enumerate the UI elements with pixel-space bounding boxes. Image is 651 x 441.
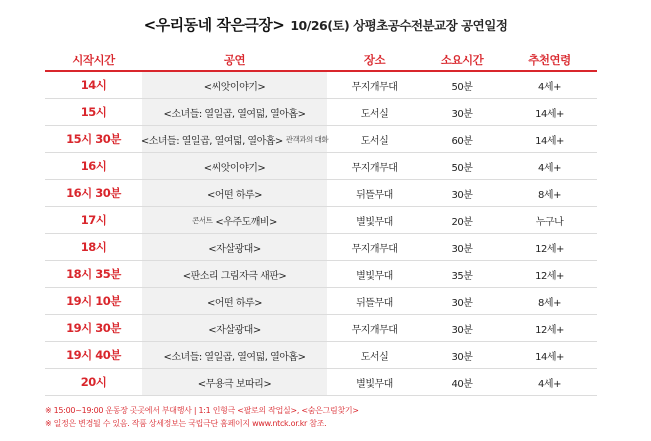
header-venue: 장소 <box>363 53 386 67</box>
venue-cell: 무지개무대 <box>351 243 398 255</box>
show-cell <box>142 234 327 260</box>
age-cell: 14세+ <box>535 108 564 120</box>
table-header <box>45 50 597 72</box>
start-time-cell: 18시 35분 <box>66 267 121 281</box>
show-title: <자살광대> <box>208 324 261 336</box>
table-row <box>45 261 597 288</box>
page-title <box>0 14 651 35</box>
show-title: <소녀들: 열일곱, 열여덟, 열아홉> <box>163 351 306 363</box>
start-time-cell: 18시 <box>80 240 107 254</box>
table-row <box>45 315 597 342</box>
title-text: <우리동네 작은극장> <box>143 16 285 34</box>
table-row <box>45 72 597 99</box>
start-time-cell: 19시 40분 <box>66 348 121 362</box>
show-cell <box>142 207 327 233</box>
venue-cell: 무지개무대 <box>351 162 398 174</box>
show-title: <소녀들: 열일곱, 열여덟, 열아홉> <box>140 135 283 147</box>
age-cell: 14세+ <box>535 351 564 363</box>
table-row <box>45 369 597 396</box>
subtitle-text: 10/26(토) 상평초공수전분교장 공연일정 <box>290 18 508 33</box>
start-time-cell: 16시 <box>80 159 107 173</box>
show-cell <box>142 342 327 368</box>
table-row <box>45 342 597 369</box>
show-cell <box>142 126 327 152</box>
show-cell <box>142 369 327 395</box>
start-time-cell: 14시 <box>80 78 107 92</box>
show-prefix: 콘서트 <box>192 215 213 225</box>
venue-cell: 뒤뜰무대 <box>356 297 393 309</box>
age-cell: 누구나 <box>535 216 564 228</box>
table-row <box>45 99 597 126</box>
header-duration: 소요시간 <box>440 53 484 67</box>
footnotes <box>45 404 359 430</box>
venue-cell: 별빛무대 <box>356 216 393 228</box>
start-time-cell: 16시 30분 <box>66 186 121 200</box>
duration-cell: 35분 <box>451 270 473 282</box>
table-row <box>45 207 597 234</box>
start-time-cell: 17시 <box>80 213 107 227</box>
show-cell <box>142 288 327 314</box>
show-title: <소녀들: 열일곱, 열여덟, 열아홉> <box>163 108 306 120</box>
age-cell: 14세+ <box>535 135 564 147</box>
footnote-disclaimer: ※ 일정은 변경될 수 있음. 작품 상세정보는 국립극단 홈페이지 www.ntck.or.kr 참조. <box>45 419 327 428</box>
header-age: 추천연령 <box>528 53 571 67</box>
duration-cell: 30분 <box>451 243 473 255</box>
duration-cell: 30분 <box>451 351 473 363</box>
age-cell: 12세+ <box>535 270 564 282</box>
table-row <box>45 234 597 261</box>
venue-cell: 별빛무대 <box>356 270 393 282</box>
show-cell <box>142 72 327 98</box>
venue-cell: 도서실 <box>360 351 389 363</box>
venue-cell: 별빛무대 <box>356 378 393 390</box>
show-title: <어떤 하루> <box>206 297 263 309</box>
duration-cell: 60분 <box>451 135 473 147</box>
age-cell: 8세+ <box>538 297 561 309</box>
duration-cell: 50분 <box>451 81 473 93</box>
age-cell: 12세+ <box>535 324 564 336</box>
table-row <box>45 180 597 207</box>
show-title: <무용극 보따리> <box>197 378 272 390</box>
show-suffix: 관객과의 대화 <box>285 134 329 144</box>
age-cell: 8세+ <box>538 189 561 201</box>
age-cell: 4세+ <box>538 162 561 174</box>
duration-cell: 30분 <box>451 189 473 201</box>
start-time-cell: 15시 30분 <box>66 132 121 146</box>
show-title: <씨앗이야기> <box>203 162 266 174</box>
show-cell <box>142 99 327 125</box>
show-title: <씨앗이야기> <box>203 81 266 93</box>
header-time: 시작시간 <box>72 53 115 67</box>
table-body <box>45 72 597 396</box>
start-time-cell: 19시 30분 <box>66 321 121 335</box>
duration-cell: 30분 <box>451 324 473 336</box>
show-cell <box>142 180 327 206</box>
duration-cell: 30분 <box>451 297 473 309</box>
duration-cell: 50분 <box>451 162 473 174</box>
venue-cell: 도서실 <box>360 108 389 120</box>
venue-cell: 도서실 <box>360 135 389 147</box>
start-time-cell: 20시 <box>80 375 107 389</box>
show-cell <box>142 153 327 179</box>
age-cell: 4세+ <box>538 81 561 93</box>
venue-cell: 뒤뜰무대 <box>356 189 393 201</box>
start-time-cell: 19시 10분 <box>66 294 121 308</box>
table-row <box>45 153 597 180</box>
age-cell: 4세+ <box>538 378 561 390</box>
header-show: 공연 <box>223 53 246 67</box>
duration-cell: 20분 <box>451 216 473 228</box>
footnote-events: ※ 15:00~19:00 운동장 곳곳에서 부대행사 | 1:1 인형극 <팔로의 작업실>, <숨은그림찾기> <box>45 406 359 415</box>
schedule-table <box>45 50 597 396</box>
duration-cell: 40분 <box>451 378 473 390</box>
table-row <box>45 126 597 153</box>
show-cell <box>142 261 327 287</box>
table-row <box>45 288 597 315</box>
show-title: <판소리 그림자극 새판> <box>182 270 287 282</box>
show-title: <어떤 하루> <box>206 189 263 201</box>
venue-cell: 무지개무대 <box>351 81 398 93</box>
venue-cell: 무지개무대 <box>351 324 398 336</box>
duration-cell: 30분 <box>451 108 473 120</box>
age-cell: 12세+ <box>535 243 564 255</box>
show-title: <우주도깨비> <box>215 216 277 228</box>
show-title: <자살광대> <box>208 243 261 255</box>
show-cell <box>142 315 327 341</box>
start-time-cell: 15시 <box>80 105 107 119</box>
